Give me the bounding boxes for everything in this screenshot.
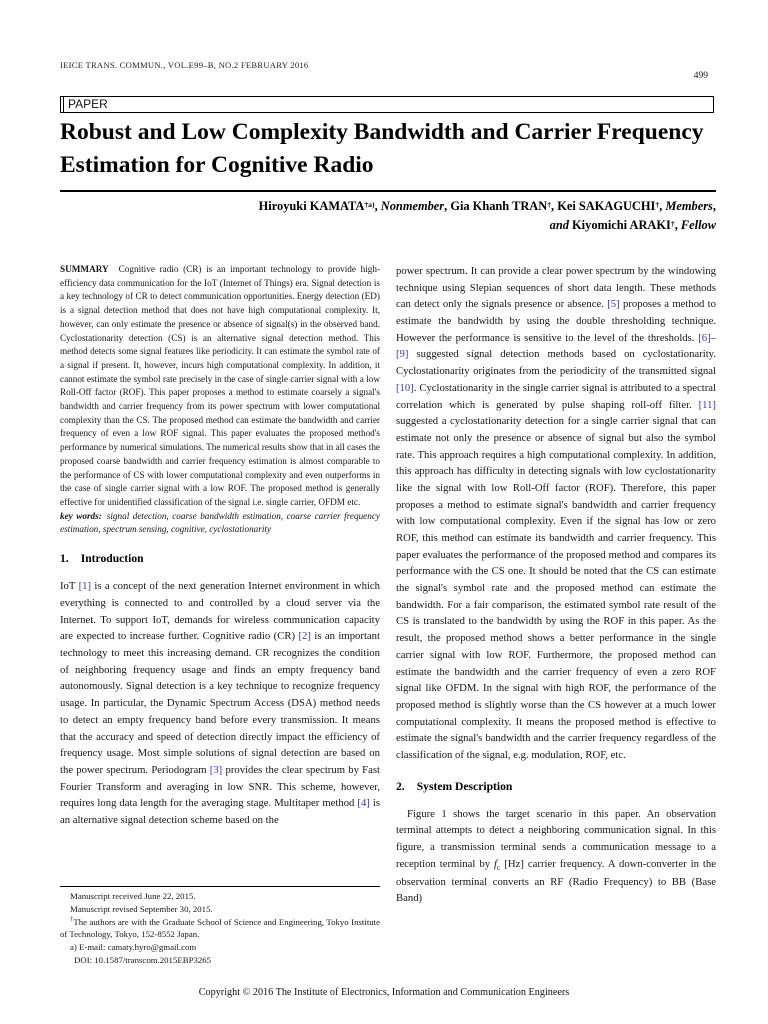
- abstract: [60, 263, 380, 510]
- citation-link[interactable]: [1]: [78, 580, 92, 593]
- footnote-doi-line: DOI: 10.1587/transcom.2015EBP3265: [74, 954, 212, 965]
- page-number: 499: [693, 71, 708, 81]
- right-column: [396, 263, 716, 907]
- citation-link[interactable]: [4]: [357, 797, 370, 810]
- title-divider: [60, 190, 716, 192]
- citation-link[interactable]: [9]: [396, 348, 409, 361]
- intro-paragraph-right: power spectrum. It can provide a clear power spectrum by the windowing technique using Slepian sequences of short data length. These methods can detect only the signals presence or absence. [5] proposes a method to estimate the bandwidth by using the double thresholding technique. However the performance is sensitive to the level of the thresholds. [6]–[9] suggested signal detection methods based on cyclostationarity. Cyclostationarity originates from the periodicity of the transmitted signal [10]. Cyclostationarity in the single carrier signal is attributed to a spectral correlation which is generated by pulse shaping roll-off filter. [11] suggested a cyclostationarity detection for a single carrier signal that can estimate not only the presence or absence of signal but also the symbol rate. This approach requires a high computational complexity. In addition, this approach has difficulty in detecting signals with low cyclostationarity like the signal with low Roll-Off factor (ROF). Therefore, this paper proposes a method to estimate signal's bandwidth and carrier frequency with low computational complexity. Even if the signal has low or zero ROF, this method can estimate its bandwidth and carrier frequency. This paper evaluates the performance of the proposed method and compares its performance with the CS one. It should be noted that the CS can estimate the signal's symbol rate and the proposed method can estimate the bandwidth. For a fair comparison, the estimated symbol rate result of the CS is translated to the bandwidth by using the ROF in this paper. As the result, the proposed method shows a better performance in the single carrier signal with low ROF. Furthermore, the proposed method can estimate the bandwidth and the carrier frequency of even a zero ROF signal like OFDM. In the signal with high ROF, the performance of the proposed method is slightly worse than the CS however at a much lower computational complexity. It means the proposed method is effective to estimate the signal's bandwidth and the carrier frequency regardless of the classification of the signal, e.g. modulation, ROF, etc.: [396, 265, 716, 761]
- intro-paragraph-left: IoT [1] is a concept of the next generation Internet environment in which everything is connected to and controlled by a cloud server via the Internet. To support IoT, demands for wireless communication capacity are expected to increase further. Cognitive radio (CR) [2] is an important technology to meet this increasing demand. CR recognizes the condition of neighboring frequency usage and finds an empty frequency band autonomously. Signal detection is a key technique to recognize frequency usage. In particular, the Dynamic Spectrum Access (DSA) method needs to detect an empty frequency band before every transmission. It means that the accuracy and speed of detection directly impact the efficiency of frequency usage. Most simple solutions of signal detection are based on the power spectrum. Periodogram [3] provides the clear spectrum by Fast Fourier Transform and averaging in low SNR. This scheme, however, requires long data length for the averaging stage. Multitaper method [4] is an alternative signal detection scheme based on the: [60, 580, 380, 826]
- author-line-2: and Kiyomichi ARAKI†, Fellow: [549, 218, 716, 233]
- footnote-line: Manuscript received June 22, 2015.: [70, 891, 196, 902]
- two-column-body: [60, 263, 716, 907]
- keywords: [60, 510, 380, 537]
- author-line-1: Hiroyuki KAMATA$^{\dagger a)}$, Nonmember, Gia Khanh TRAN†, Kei SAKAGUCHI†, Members,: [258, 199, 716, 213]
- keywords-text: signal detection, coarse bandwidth estimation, coarse carrier frequency estimation, spectrum sensing, cognitive, cyclostationarity: [60, 510, 380, 534]
- citation-link[interactable]: [11]: [698, 398, 716, 411]
- left-column: [60, 263, 380, 907]
- citation-link[interactable]: [10]: [396, 381, 414, 394]
- journal-header: IEICE TRANS. COMMUN., VOL.E99–B, NO.2 FEBRUARY 2016: [60, 60, 309, 70]
- citation-link[interactable]: [3]: [209, 763, 223, 776]
- footnote: [60, 886, 380, 967]
- category-box: PAPER: [60, 96, 714, 113]
- footnote-line: Manuscript revised September 30, 2015.: [70, 903, 213, 914]
- system-description-paragraph: Figure 1 shows the target scenario in this paper. An observation terminal attempts to detect a neighboring communication signal. In this figure, a transmission terminal sends a communication message to a reception terminal by $f_c$ [Hz] carrier frequency. A down-converter in the observation terminal converts an RF (Radio Frequency) to BB (Base Band): [396, 807, 716, 905]
- paper-title: Robust and Low Complexity Bandwidth and Carrier Frequency Estimation for Cognitive Radio: [60, 119, 704, 179]
- citation-link[interactable]: [2]: [298, 630, 311, 643]
- copyright-line: Copyright © 2016 The Institute of Electronics, Information and Communication Engineers: [198, 987, 570, 998]
- abstract-text: Cognitive radio (CR) is an important technology to provide high-efficiency data communication for the IoT (Internet of Things) era. Signal detection is a key technology of CR to detect communication opportunities. Energy detection (ED) is a signal detection method that does not have high computational complexity. It, however, can only estimate the presence or absence of signal(s) in the observed band. Cyclostationarity detection (CS) is an alternative signal detection method. This method detects some signal features like periodicity. It can estimate the symbol rate of a signal if present. It, however, incurs high computational complexity. In addition, it cannot estimate the symbol rate precisely in the case of single carrier signal with a low Roll-Off factor (ROF). This paper proposes a method to estimate coarsely a signal's bandwidth and carrier frequency from its power spectrum with lower computational complexity than the CS. The proposed method can estimate the bandwidth and carrier frequency of even a low ROF signal. This paper evaluates the proposed method's performance by numerical simulations. The numerical results show that in all cases the proposed coarse bandwidth and carrier frequency estimation is almost comparable to the performance of CS with lower computational complexity and even outperforms in the case of single carrier signal with a low ROF. The proposed method is generally effective for unidentified classification of the signal i.e. single carrier, OFDM etc.: [60, 264, 380, 507]
- footnote-line: a) E-mail: camaty.hyro@gmail.com: [70, 942, 197, 953]
- dagger-footnote-mark: †: [70, 916, 74, 923]
- citation-link[interactable]: [5]: [607, 298, 620, 311]
- author-block: [60, 197, 716, 235]
- footnote-line: †The authors are with the Graduate School of Science and Engineering, Tokyo Institute of Technology, Tokyo, 152-8552 Japan.: [60, 916, 381, 940]
- citation-link[interactable]: [6]: [698, 331, 711, 344]
- keywords-label: key words:: [60, 510, 102, 521]
- abstract-label: SUMMARY: [60, 264, 109, 274]
- footnote-divider: [60, 886, 380, 887]
- section-heading-system-description: 2. System Description: [396, 779, 513, 793]
- section-heading-introduction: 1. Introduction: [60, 552, 144, 566]
